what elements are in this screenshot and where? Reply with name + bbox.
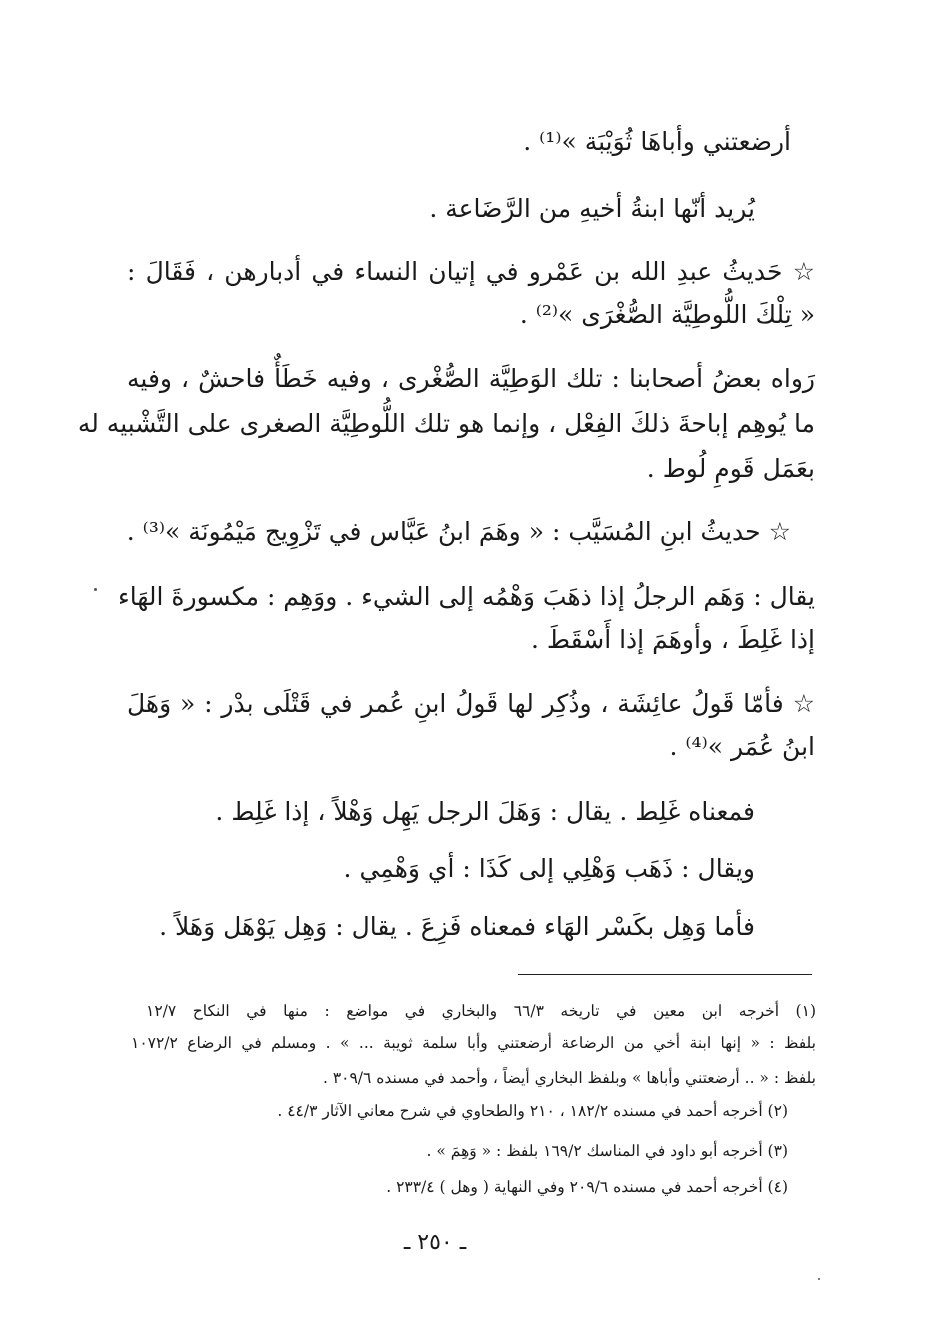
text-line: ويقال : ذَهَب وَهْلِي إلى كَذَا : أي وَهْمِي .	[343, 854, 755, 883]
text-line: ابنُ عُمَر »⁽⁴⁾ .	[669, 732, 815, 761]
footnote-line: (٣) أخرجه أبو داود في المناسك ١٦٩/٢ بلفظ : « وَهِمَ » .	[426, 1142, 788, 1160]
text-line: إذا غَلِطَ ، وأوهَمَ إذا أَسْقَطَ .	[530, 625, 815, 654]
footnote-line: بلفظ : « إنها ابنة أخي من الرضاعة أرضعتني وأبا سلمة ثويبة ... » . ومسلم في الرضاع ١٠٧٢/٢	[131, 1034, 816, 1052]
footnote-line: (٢) أخرجه أحمد في مسنده ١٨٢/٢ ، ٢١٠ والطحاوي في شرح معاني الآثار ٤٤/٣ .	[277, 1102, 788, 1120]
scan-speck	[818, 1278, 820, 1280]
footnote-line: (١) أخرجه ابن معين في تاريخه ٦٦/٣ والبخاري في مواضع : منها في النكاح ١٢/٧	[146, 1002, 816, 1020]
scan-speck	[94, 588, 97, 591]
text-line: ما يُوهِم إباحةَ ذلكَ الفِعْل ، وإنما هو تلك اللُّوطِيَّة الصغرى على التَّشْبيه له	[77, 409, 815, 438]
text-line: « تِلْكَ اللُّوطِيَّة الصُّغْرَى »⁽²⁾ .	[519, 300, 815, 329]
footnote-line: بلفظ : « .. أرضعتني وأباها » وبلفظ البخاري أيضاً ، وأحمد في مسنده ٣٠٩/٦ .	[322, 1069, 816, 1087]
text-line: فأما وَهِل بكَسْر الهَاء فمعناه فَزِعَ . يقال : وَهِل يَوْهَل وَهَلاً .	[159, 912, 755, 941]
text-line: أرضعتني وأباهَا ثُوَيْبَة »⁽¹⁾ .	[523, 127, 791, 156]
text-line: ☆ فأمّا قَولُ عائِشَة ، وذُكِر لها قَولُ ابنِ عُمر في قَتْلَى بدْر : « وَهَلَ	[127, 689, 815, 718]
footnote-separator	[518, 974, 812, 975]
text-line: ☆ حديثُ ابنِ المُسَيَّب : « وهَمَ ابنُ عَبَّاس في تَزْوِيج مَيْمُونَة »⁽³⁾ .	[126, 517, 791, 546]
text-line: فمعناه غَلِط . يقال : وَهَلَ الرجل يَهِل وَهْلاً ، إذا غَلِط .	[215, 797, 755, 826]
text-line: ☆ حَديثُ عبدِ الله بن عَمْرو في إتيان النساء في أدبارهن ، فَقَالَ :	[127, 257, 815, 286]
text-line: يقال : وَهَم الرجلُ إذا ذهَبَ وَهْمُه إلى الشيء . ووَهِم : مكسورةَ الهَاء	[118, 582, 815, 611]
text-line: رَواه بعضُ أصحابنا : تلك الوَطِيَّة الصُّغْرى ، وفيه خَطَأٌ فاحشٌ ، وفيه	[127, 364, 815, 393]
page-number: ـ ٢٥٠ ـ	[403, 1230, 467, 1255]
text-line: بعَمَل قَومِ لُوط .	[646, 454, 815, 483]
footnote-line: (٤) أخرجه أحمد في مسنده ٢٠٩/٦ وفي النهاية ( وهل ) ٢٣٣/٤ .	[386, 1178, 788, 1196]
text-line: يُريد أنّها ابنةُ أخيهِ من الرَّضَاعة .	[429, 194, 755, 223]
